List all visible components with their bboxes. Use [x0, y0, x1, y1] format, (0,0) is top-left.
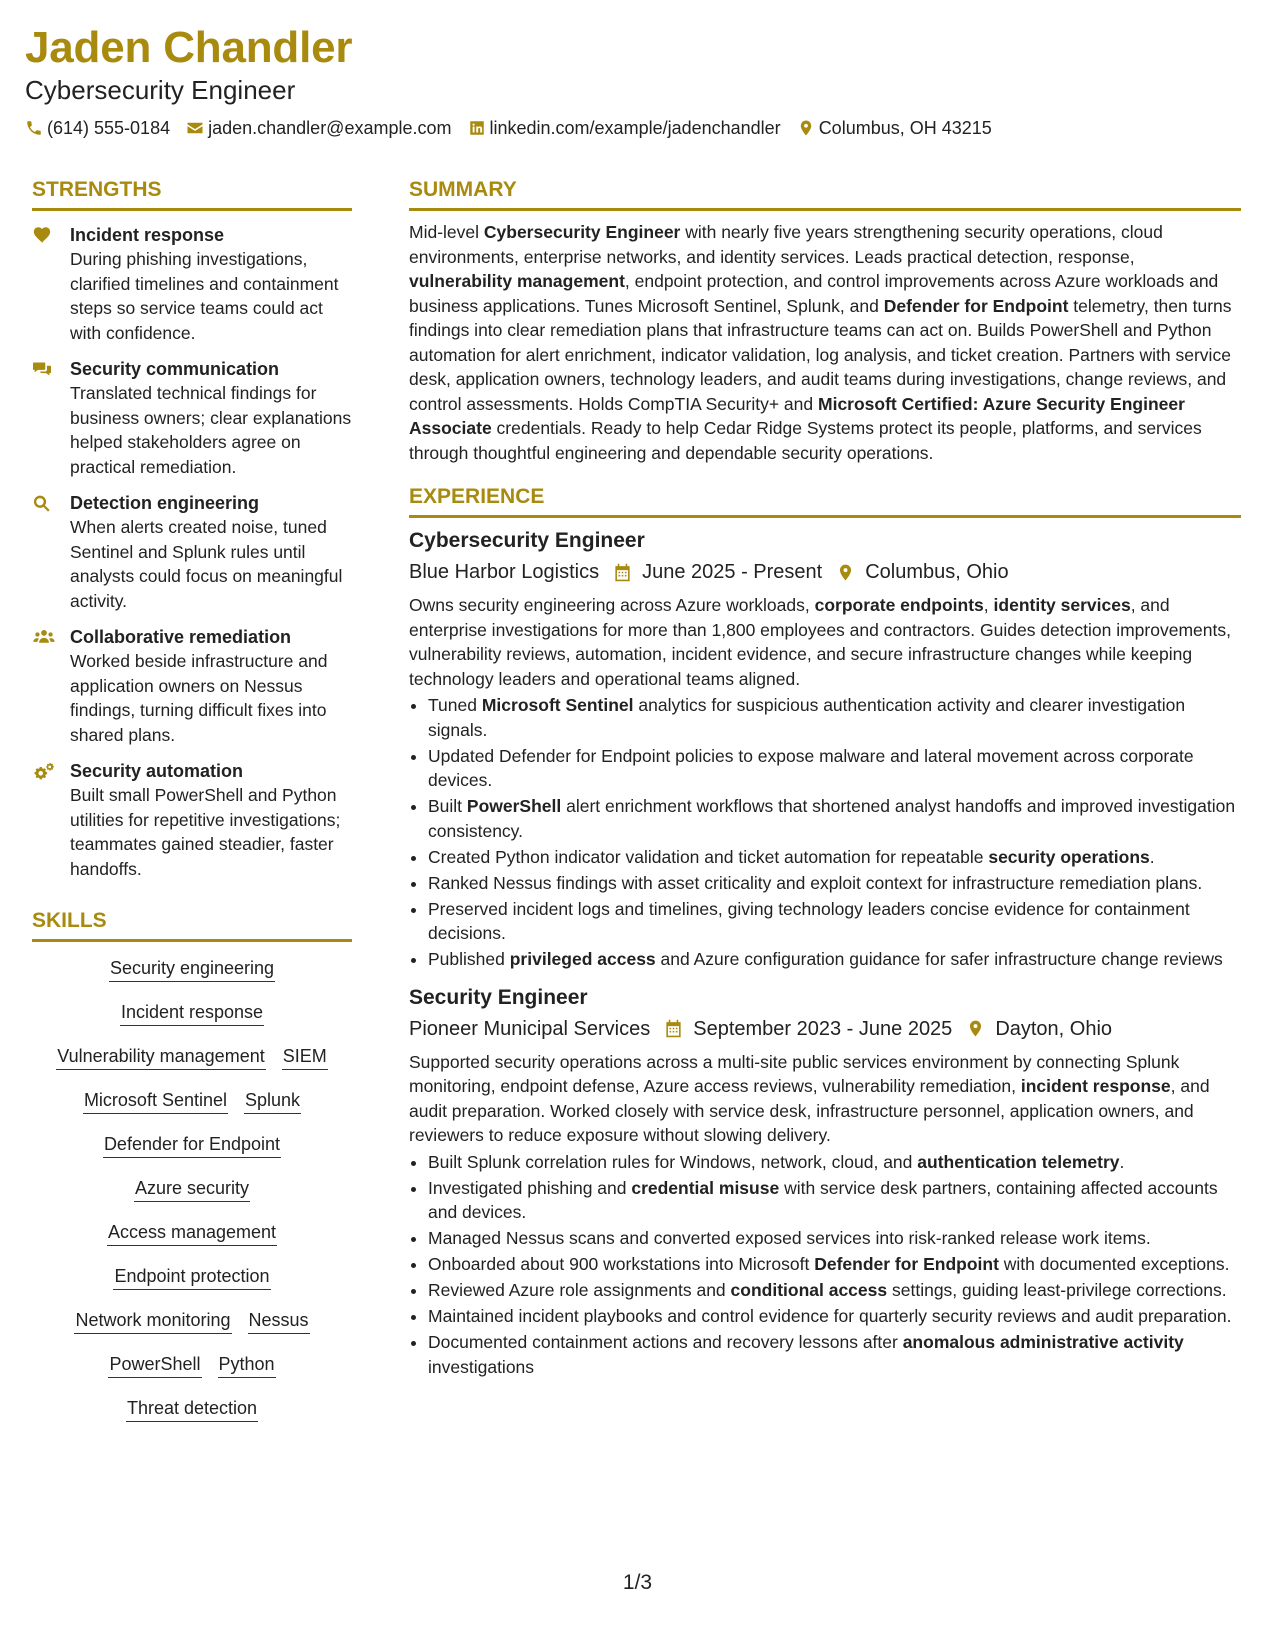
contact-linkedin[interactable] [468, 116, 781, 140]
text-run: Preserved incident logs and timelines, giving technology leaders concise evidence for containment decisions. [428, 898, 1190, 943]
skill-tag: Defender for Endpoint [103, 1132, 281, 1158]
strength-title: Detection engineering [70, 493, 260, 513]
strength-item [32, 223, 352, 345]
job-location-text: Dayton, Ohio [995, 1017, 1113, 1040]
job-meta [409, 1015, 1241, 1043]
skill-tag: Security engineering [109, 956, 275, 982]
strength-desc: Translated technical findings for business owners; clear explanations helped stakeholders agree on practical remediation. [70, 383, 352, 477]
job-dates-text: June 2025 - Present [642, 561, 823, 583]
strengths-heading: STRENGTHS [32, 176, 352, 211]
calendar-icon [664, 1019, 683, 1038]
candidate-title: Cybersecurity Engineer [25, 75, 296, 105]
text-run: Reviewed Azure role assignments and [428, 1280, 731, 1300]
text-run: Onboarded about 900 workstations into Microsoft [428, 1254, 815, 1274]
resume-header [25, 22, 1255, 140]
contact-bar [25, 116, 1255, 140]
skill-tag: Network monitoring [74, 1308, 231, 1334]
text-run: Created Python indicator validation and ticket automation for repeatable [428, 846, 989, 867]
skill-tag: Vulnerability management [56, 1044, 265, 1070]
emphasis-text: Defender for Endpoint [883, 295, 1069, 316]
job-entry [409, 984, 1241, 1380]
bullet-item [428, 947, 1241, 972]
job-description [409, 1050, 1241, 1148]
right-column [409, 176, 1241, 1381]
bullet-item [428, 1252, 1241, 1277]
emphasis-text: Microsoft Sentinel [481, 695, 634, 715]
phone-icon [25, 119, 43, 137]
text-run: alert enrichment workflows that shortened analyst handoffs and improved investigation consistency. [428, 796, 1236, 841]
bullet-item [428, 693, 1241, 742]
text-run: analytics for suspicious authentication activity and clearer investigation signals. [428, 695, 1186, 740]
skill-tag: Incident response [120, 1000, 264, 1026]
map-marker-icon [966, 1019, 985, 1038]
text-run: , [983, 595, 994, 615]
skill-tag: Nessus [248, 1308, 310, 1334]
skill-tag: Access management [107, 1220, 277, 1246]
job-dates-text: September 2023 - June 2025 [693, 1017, 953, 1040]
emphasis-text: authentication telemetry [917, 1151, 1120, 1172]
contact-phone [25, 116, 170, 140]
skill-tag: Splunk [244, 1088, 301, 1114]
strength-title: Collaborative remediation [70, 627, 292, 647]
job-description [409, 593, 1241, 691]
emphasis-text: Defender for Endpoint [814, 1254, 999, 1274]
text-run: with service desk partners, containing affected accounts and devices. [428, 1177, 1218, 1222]
text-run: , and enterprise investigations for more than 1,800 employees and contractors. Guides detection improvements, vulnerability reviews, automation, incident evidence, and secure infrastructure changes while keeping technology leaders and operational teams aligned. [409, 595, 1231, 689]
text-run: Ranked Nessus findings with asset criticality and exploit context for infrastructure remediation plans. [428, 872, 1203, 893]
text-run: with nearly five years strengthening security operations, cloud environments, enterprise networks, and identity services. Leads practical detection, response, [409, 222, 1163, 267]
emphasis-text: conditional access [730, 1280, 888, 1300]
job-location-text: Columbus, Ohio [865, 561, 1009, 583]
strength-desc: During phishing investigations, clarified timelines and containment steps so service teams could act with confidence. [70, 249, 339, 343]
emphasis-text: incident response [1020, 1076, 1171, 1096]
text-run: . [1149, 846, 1155, 867]
bullet-item [428, 1226, 1241, 1251]
job-entry [409, 527, 1241, 972]
candidate-name: Jaden Chandler [25, 23, 353, 72]
emphasis-text: anomalous administrative activity [902, 1332, 1184, 1352]
job-dates [664, 1015, 952, 1043]
strength-title: Incident response [70, 225, 225, 245]
skill-tag: Microsoft Sentinel [83, 1088, 228, 1114]
text-run: Built Splunk correlation rules for Windows, network, cloud, and [428, 1151, 918, 1172]
text-run: credentials. Ready to help Cedar Ridge Systems protect its people, platforms, and services through thoughtful engineering and dependable security operations. [409, 418, 1202, 463]
job-title: Cybersecurity Engineer [409, 529, 645, 552]
bullet-item [428, 1150, 1241, 1175]
summary-text [409, 220, 1241, 465]
skill-tag: Endpoint protection [113, 1264, 270, 1290]
gears-icon [32, 762, 56, 780]
text-run: . [1119, 1151, 1125, 1172]
bullet-item [428, 1304, 1241, 1329]
bullet-item [428, 1330, 1241, 1379]
page-indicator: 1/3 [622, 1571, 653, 1594]
skills-heading: SKILLS [32, 907, 352, 942]
text-run: Built [428, 796, 467, 816]
users-icon [32, 628, 56, 646]
job-bullets [409, 1150, 1241, 1380]
strength-desc: When alerts created noise, tuned Sentinel and Splunk rules until analysts could focus on meaningful activity. [70, 517, 343, 611]
emphasis-text: Microsoft Certified: Azure Security Engineer Associate [409, 393, 1185, 438]
linkedin-icon [468, 119, 486, 137]
strength-item [32, 357, 352, 479]
location-text: Columbus, OH 43215 [818, 118, 992, 138]
calendar-icon [613, 563, 632, 582]
skill-tag: Python [218, 1352, 276, 1378]
contact-email[interactable] [186, 116, 451, 140]
job-company [409, 1015, 650, 1043]
emphasis-text: identity services [993, 595, 1131, 615]
emphasis-text: Cybersecurity Engineer [483, 222, 681, 242]
text-run: telemetry, then turns findings into clear remediation plans that infrastructure teams can act on. Builds PowerShell and Python automation for alert enrichment, indicator validation, log analysis, and ticket creation. Partners with service desk, application owners, technology leaders, and audit teams during investigations, change reviews, and control assessments. Holds CompTIA Security+ and [409, 295, 1232, 414]
text-run: Documented containment actions and recovery lessons after [428, 1332, 903, 1352]
text-run: Investigated phishing and [428, 1177, 632, 1198]
text-run: investigations [428, 1356, 535, 1377]
bullet-item [428, 871, 1241, 896]
skill-tag: Threat detection [126, 1396, 258, 1422]
strength-desc: Built small PowerShell and Python utilities for repetitive investigations; teammates gained steadier, faster handoffs. [70, 785, 341, 879]
company-name: Pioneer Municipal Services [409, 1017, 651, 1040]
bullet-item [428, 744, 1241, 793]
job-location [966, 1015, 1112, 1043]
company-name: Blue Harbor Logistics [409, 561, 600, 583]
bullet-item [428, 1278, 1241, 1303]
text-run: Supported security operations across a multi-site public services environment by connecting Splunk monitoring, endpoint defense, Azure access reviews, vulnerability remediation, [409, 1051, 1180, 1096]
skill-tag: Azure security [134, 1176, 250, 1202]
text-run: Published [428, 949, 510, 969]
skills-list [32, 956, 352, 1422]
job-title: Security Engineer [409, 985, 588, 1009]
job-bullets [409, 693, 1241, 972]
strength-desc: Worked beside infrastructure and application owners on Nessus findings, turning difficult fixes into shared plans. [70, 651, 328, 745]
job-meta [409, 558, 1241, 586]
emphasis-text: privileged access [509, 949, 656, 969]
skill-tag: SIEM [282, 1044, 328, 1070]
bullet-item [428, 794, 1241, 843]
phone-text: (614) 555-0184 [47, 118, 171, 138]
emphasis-text: corporate endpoints [814, 595, 984, 615]
experience-heading: EXPERIENCE [409, 483, 1241, 518]
text-run: Maintained incident playbooks and control evidence for quarterly security reviews and audit preparation. [428, 1306, 1232, 1326]
text-run: with documented exceptions. [998, 1254, 1230, 1274]
text-run: and Azure configuration guidance for safer infrastructure change reviews [655, 949, 1223, 969]
strength-item [32, 759, 352, 881]
comments-icon [32, 360, 52, 378]
job-location [836, 558, 1008, 586]
job-company [409, 558, 599, 586]
emphasis-text: vulnerability management [409, 271, 625, 291]
strength-item [32, 625, 352, 747]
email-text[interactable]: jaden.chandler@example.com [208, 118, 452, 138]
text-run: settings, guiding least-privilege corrections. [887, 1280, 1227, 1300]
job-dates [613, 558, 822, 586]
emphasis-text: credential misuse [631, 1177, 780, 1198]
strength-title: Security automation [70, 761, 244, 781]
skill-tag: PowerShell [108, 1352, 201, 1378]
summary-heading: SUMMARY [409, 176, 1241, 211]
text-run: Mid-level [409, 222, 484, 242]
strength-title: Security communication [70, 359, 280, 379]
contact-location [797, 116, 992, 140]
envelope-icon [186, 119, 204, 137]
text-run: Owns security engineering across Azure workloads, [409, 595, 815, 615]
text-run: Managed Nessus scans and converted exposed services into risk-ranked release work items. [428, 1228, 1151, 1248]
text-run: Tuned [428, 695, 482, 715]
text-run: , and audit preparation. Worked closely with service desk, infrastructure personnel, application owners, and reviewers to reduce exposure without slowing delivery. [409, 1076, 1210, 1145]
emphasis-text: security operations [988, 846, 1150, 867]
text-run: , endpoint protection, and control improvements across Azure workloads and business applications. Tunes Microsoft Sentinel, Splunk, and [409, 271, 1219, 316]
bullet-item [428, 845, 1241, 870]
left-column [32, 176, 352, 1440]
bullet-item [428, 1176, 1241, 1225]
text-run: Updated Defender for Endpoint policies to expose malware and lateral movement across corporate devices. [428, 745, 1194, 790]
bullet-item [428, 897, 1241, 946]
map-marker-icon [836, 563, 855, 582]
strength-item [32, 491, 352, 613]
emphasis-text: PowerShell [466, 796, 562, 816]
map-marker-icon [797, 119, 815, 137]
linkedin-text[interactable]: linkedin.com/example/jadenchandler [489, 118, 781, 138]
search-icon [32, 494, 52, 512]
heart-icon [32, 226, 52, 244]
